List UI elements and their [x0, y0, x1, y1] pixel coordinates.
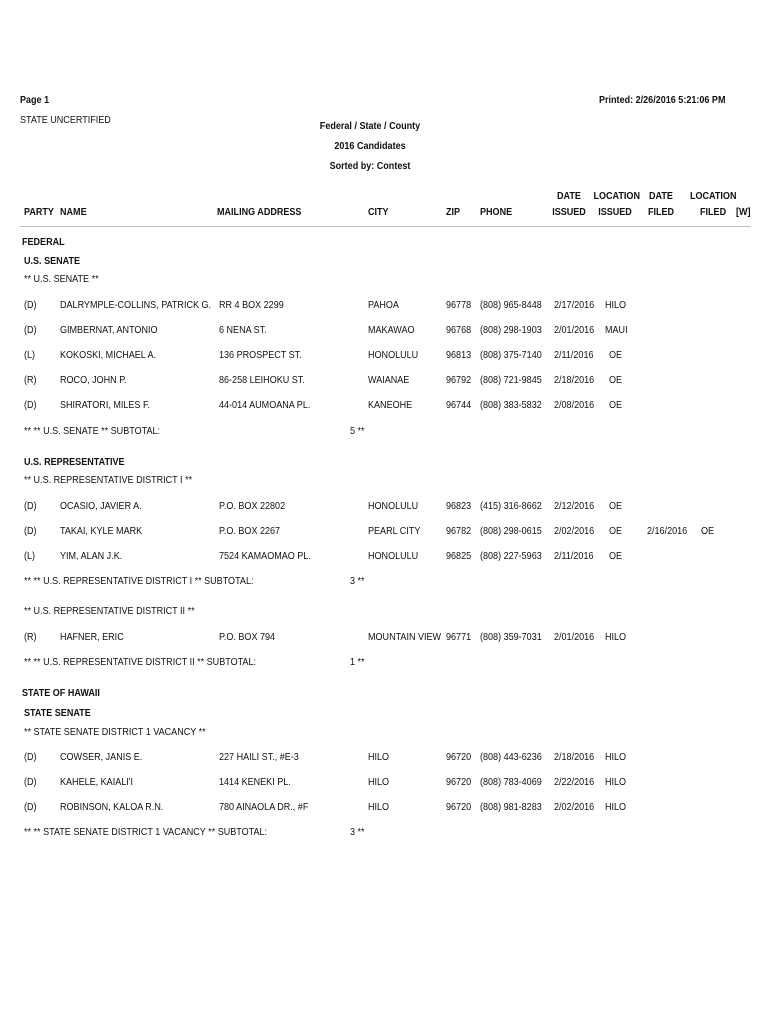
cell-address: 6 NENA ST.: [219, 324, 267, 336]
col-party: PARTY: [24, 206, 54, 218]
cell-name: DALRYMPLE-COLLINS, PATRICK G.: [60, 299, 212, 311]
cell-city: PAHOA: [368, 299, 399, 311]
cell-location-issued: OE: [609, 550, 623, 562]
cell-party: (D): [24, 500, 37, 512]
cell-location-issued: OE: [609, 525, 623, 537]
cell-phone: (808) 227-5963: [480, 550, 542, 562]
cell-party: (D): [24, 324, 37, 336]
cell-zip: 96720: [446, 751, 472, 763]
col-date-issued-2: ISSUED: [552, 206, 586, 218]
cell-name: KOKOSKI, MICHAEL A.: [60, 349, 157, 361]
cell-location-issued: HILO: [605, 776, 627, 788]
cell-location-issued: HILO: [605, 299, 627, 311]
cell-address: P.O. BOX 794: [219, 631, 276, 643]
col-city: CITY: [368, 206, 389, 218]
cell-phone: (808) 965-8448: [480, 299, 542, 311]
header-divider: [20, 226, 751, 227]
cell-date-issued: 2/02/2016: [554, 525, 595, 537]
cell-phone: (415) 316-8662: [480, 500, 542, 512]
cell-location-issued: OE: [609, 399, 623, 411]
group-heading: FEDERAL: [22, 236, 65, 248]
cell-city: HILO: [368, 776, 390, 788]
office-heading: STATE SENATE: [24, 707, 91, 719]
cell-address: 780 AINAOLA DR., #F: [219, 801, 309, 813]
col-date-issued-1: DATE: [557, 190, 581, 202]
cell-city: MAKAWAO: [368, 324, 415, 336]
cell-location-issued: HILO: [605, 801, 627, 813]
cell-zip: 96744: [446, 399, 472, 411]
cell-party: (D): [24, 801, 37, 813]
cell-city: MOUNTAIN VIEW: [368, 631, 442, 643]
cell-location-issued: HILO: [605, 631, 627, 643]
cell-date-issued: 2/17/2016: [554, 299, 595, 311]
cell-phone: (808) 298-1903: [480, 324, 542, 336]
cell-zip: 96782: [446, 525, 472, 537]
cell-date-issued: 2/18/2016: [554, 751, 595, 763]
cell-address: P.O. BOX 22802: [219, 500, 286, 512]
cell-address: 136 PROSPECT ST.: [219, 349, 302, 361]
subtotal-value: 3 **: [350, 575, 365, 587]
cell-name: ROCO, JOHN P.: [60, 374, 127, 386]
office-heading: U.S. REPRESENTATIVE: [24, 456, 125, 468]
report-sort-line: Sorted by: Contest: [329, 160, 411, 172]
cell-name: KAHELE, KAIALI'I: [60, 776, 134, 788]
subtotal-label: ** ** STATE SENATE DISTRICT 1 VACANCY ** SUBTOTAL:: [24, 826, 268, 838]
cell-date-issued: 2/01/2016: [554, 631, 595, 643]
cell-party: (D): [24, 299, 37, 311]
cell-city: WAIANAE: [368, 374, 410, 386]
cell-city: HONOLULU: [368, 550, 419, 562]
col-location-filed-2: FILED: [700, 206, 727, 218]
cell-address: 1414 KENEKI PL.: [219, 776, 291, 788]
cell-phone: (808) 981-8283: [480, 801, 542, 813]
cell-city: HONOLULU: [368, 500, 419, 512]
cell-city: HILO: [368, 751, 390, 763]
cell-address: 7524 KAMAOMAO PL.: [219, 550, 311, 562]
cell-date-issued: 2/22/2016: [554, 776, 595, 788]
cell-date-issued: 2/11/2016: [554, 550, 594, 562]
contest-title: ** U.S. SENATE **: [24, 273, 99, 285]
contest-title: ** U.S. REPRESENTATIVE DISTRICT II **: [24, 605, 195, 617]
cell-address: RR 4 BOX 2299: [219, 299, 284, 311]
cell-city: HONOLULU: [368, 349, 419, 361]
cell-phone: (808) 383-5832: [480, 399, 542, 411]
cell-zip: 96768: [446, 324, 472, 336]
cell-party: (R): [24, 631, 37, 643]
col-date-filed-2: FILED: [647, 206, 675, 218]
subtotal-value: 5 **: [350, 425, 365, 437]
cell-address: P.O. BOX 2267: [219, 525, 281, 537]
printed-timestamp: Printed: 2/26/2016 5:21:06 PM: [599, 94, 726, 106]
cell-zip: 96825: [446, 550, 472, 562]
cell-date-issued: 2/12/2016: [554, 500, 595, 512]
cell-address: 86-258 LEIHOKU ST.: [219, 374, 305, 386]
group-heading: STATE OF HAWAII: [22, 687, 100, 699]
cell-party: (D): [24, 399, 37, 411]
cell-date-issued: 2/02/2016: [554, 801, 595, 813]
cell-date-issued: 2/11/2016: [554, 349, 594, 361]
cell-party: (L): [24, 349, 36, 361]
cell-location-issued: HILO: [605, 751, 627, 763]
cell-location-filed: OE: [701, 525, 715, 537]
col-zip: ZIP: [446, 206, 461, 218]
subtotal-value: 3 **: [350, 826, 365, 838]
cell-date-issued: 2/18/2016: [554, 374, 595, 386]
cell-city: PEARL CITY: [368, 525, 421, 537]
subtotal-value: 1 **: [350, 656, 365, 668]
cell-location-issued: OE: [609, 500, 623, 512]
office-heading: U.S. SENATE: [24, 255, 81, 267]
subtotal-label: ** ** U.S. REPRESENTATIVE DISTRICT II ** SUBTOTAL:: [24, 656, 256, 668]
cell-date-issued: 2/01/2016: [554, 324, 595, 336]
cell-name: YIM, ALAN J.K.: [60, 550, 123, 562]
cell-phone: (808) 721-9845: [480, 374, 542, 386]
report-title-line-2: 2016 Candidates: [334, 140, 406, 152]
cell-name: SHIRATORI, MILES F.: [60, 399, 150, 411]
cell-address: 227 HAILI ST., #E-3: [219, 751, 299, 763]
cell-name: TAKAI, KYLE MARK: [60, 525, 143, 537]
cell-phone: (808) 298-0615: [480, 525, 542, 537]
cell-party: (D): [24, 751, 37, 763]
cell-name: OCASIO, JAVIER A.: [60, 500, 142, 512]
page-number: Page 1: [20, 94, 50, 106]
cell-city: KANEOHE: [368, 399, 413, 411]
cell-party: (D): [24, 525, 37, 537]
col-location-filed-1: LOCATION: [690, 190, 737, 202]
subtotal-label: ** ** U.S. SENATE ** SUBTOTAL:: [24, 425, 161, 437]
cell-zip: 96720: [446, 776, 472, 788]
cell-zip: 96778: [446, 299, 472, 311]
cell-party: (R): [24, 374, 37, 386]
cell-date-filed: 2/16/2016: [647, 525, 688, 537]
cell-name: GIMBERNAT, ANTONIO: [60, 324, 158, 336]
cell-location-issued: MAUI: [605, 324, 628, 336]
col-phone: PHONE: [480, 206, 513, 218]
cell-phone: (808) 359-7031: [480, 631, 542, 643]
cell-zip: 96823: [446, 500, 472, 512]
cell-zip: 96813: [446, 349, 472, 361]
cell-phone: (808) 783-4069: [480, 776, 542, 788]
contest-title: ** U.S. REPRESENTATIVE DISTRICT I **: [24, 474, 193, 486]
cell-address: 44-014 AUMOANA PL.: [219, 399, 311, 411]
subtotal-label: ** ** U.S. REPRESENTATIVE DISTRICT I ** SUBTOTAL:: [24, 575, 254, 587]
cell-party: (D): [24, 776, 37, 788]
cell-phone: (808) 443-6236: [480, 751, 542, 763]
cell-zip: 96771: [446, 631, 472, 643]
contest-title: ** STATE SENATE DISTRICT 1 VACANCY **: [24, 726, 206, 738]
col-w: [W]: [736, 206, 751, 218]
cell-location-issued: OE: [609, 349, 623, 361]
cell-phone: (808) 375-7140: [480, 349, 542, 361]
report-title-line-1: Federal / State / County: [319, 120, 421, 132]
cell-city: HILO: [368, 801, 390, 813]
col-name: NAME: [60, 206, 87, 218]
cell-zip: 96792: [446, 374, 472, 386]
cell-name: ROBINSON, KALOA R.N.: [60, 801, 164, 813]
col-date-filed-1: DATE: [649, 190, 673, 202]
cell-party: (L): [24, 550, 36, 562]
cell-date-issued: 2/08/2016: [554, 399, 595, 411]
col-location-issued-1: LOCATION: [593, 190, 640, 202]
cell-name: COWSER, JANIS E.: [60, 751, 143, 763]
certification-status: STATE UNCERTIFIED: [20, 114, 111, 126]
cell-name: HAFNER, ERIC: [60, 631, 124, 643]
cell-zip: 96720: [446, 801, 472, 813]
cell-location-issued: OE: [609, 374, 623, 386]
col-mailing-address: MAILING ADDRESS: [217, 206, 302, 218]
col-location-issued-2: ISSUED: [598, 206, 632, 218]
